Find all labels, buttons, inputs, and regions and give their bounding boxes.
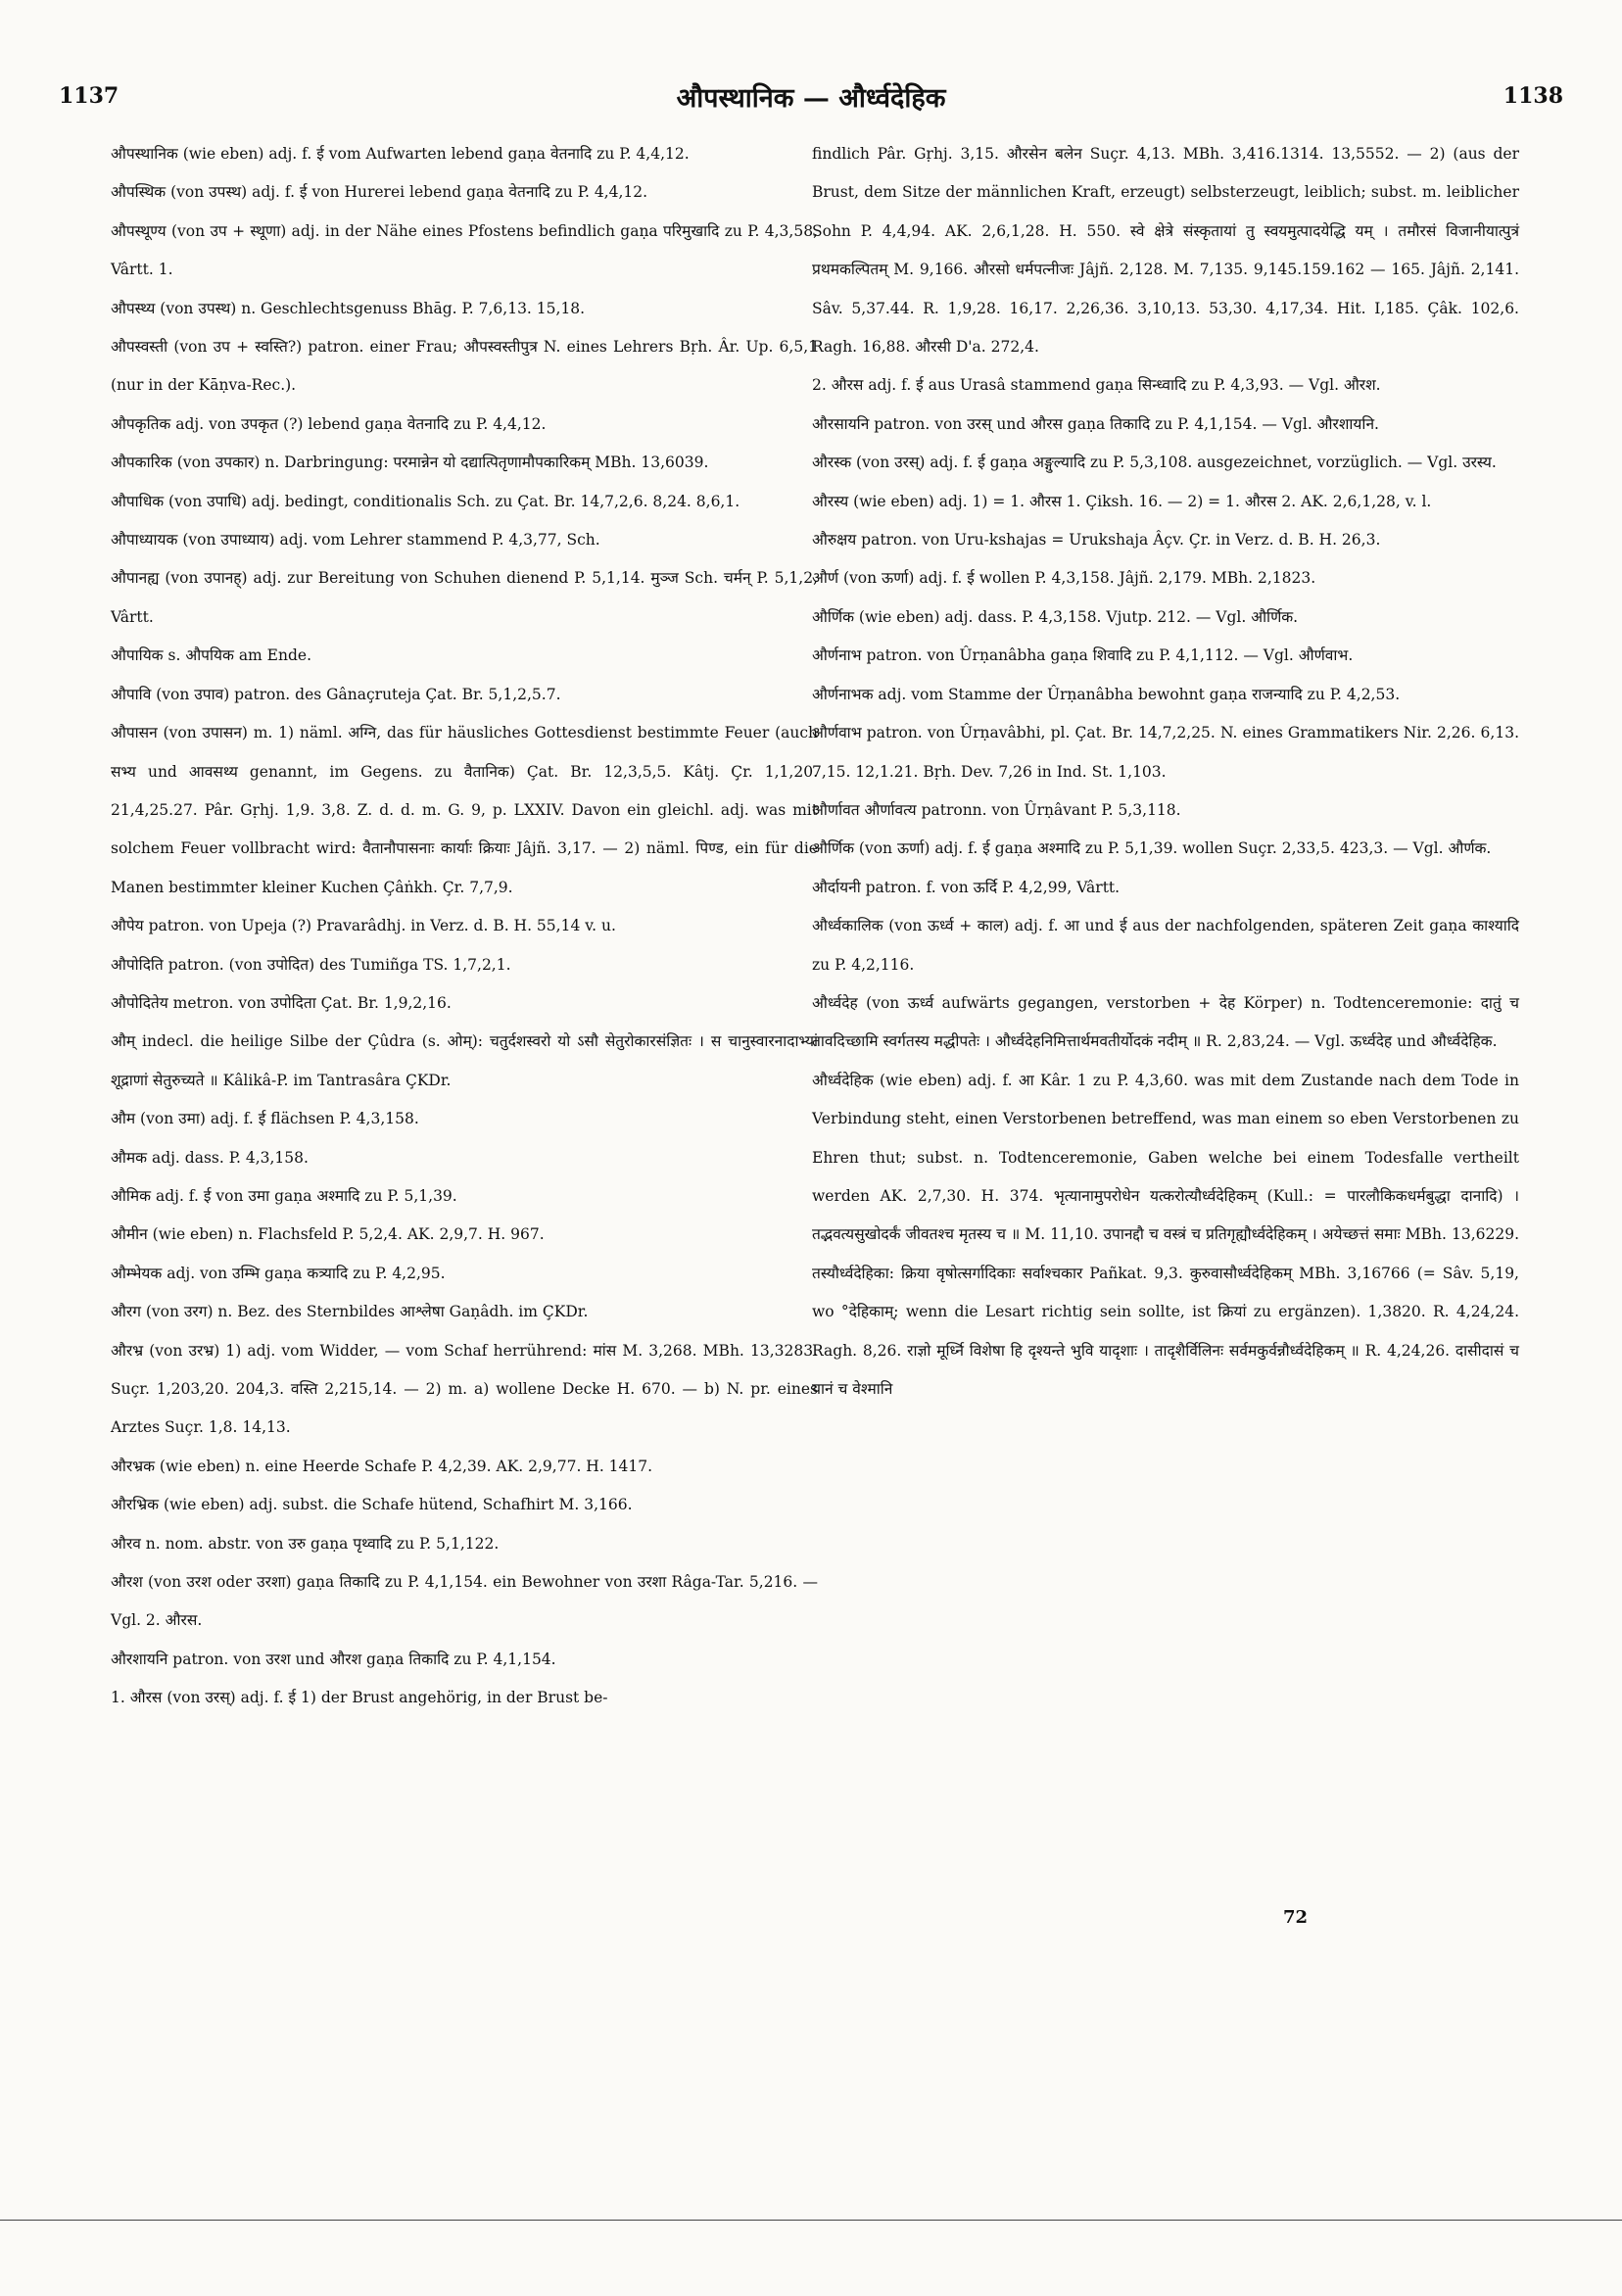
dictionary-entry: औमिक adj. f. ई von उमा gaṇa अश्मादि zu P. 5,1,39. [111, 1186, 457, 1205]
dictionary-entry: औमक adj. dass. P. 4,3,158. [111, 1148, 309, 1167]
dictionary-entry: औरश (von उरश oder उरशा) gaṇa तिकादि zu P. 4,1,154. ein Bewohner von उरशा Râga-Tar. 5,216. — Vgl. 2. औरस. [111, 1573, 818, 1630]
dictionary-entry: औरग (von उरग) n. Bez. des Sternbildes आश्लेषा Gaṇâdh. im ÇKDr. [111, 1303, 589, 1321]
running-head: औपस्थानिक — और्ध्वदेहिक [676, 83, 946, 114]
dictionary-entry: औम (von उमा) adj. f. ई flächsen P. 4,3,158. [111, 1110, 419, 1128]
dictionary-entry: औपस्थिक (von उपस्थ) adj. f. ई von Hurerei lebend gaṇa वेतनादि zu P. 4,4,12. [111, 183, 648, 202]
dictionary-entry: औपेय patron. von Upeja (?) Pravarâdhj. in Verz. d. B. H. 55,14 v. u. [111, 917, 616, 935]
dictionary-entry: और्णिक (wie eben) adj. dass. P. 4,3,158. Vjutp. 212. — Vgl. और्णिक. [812, 607, 1299, 626]
dictionary-entry: औपानह्य (von उपानह्) adj. zur Bereitung von Schuhen dienend P. 5,1,14. मुञ्ज Sch. चर्मन् P. 5,1,2, Vârtt. [111, 569, 818, 626]
dictionary-entry: औपाधिक (von उपाधि) adj. bedingt, conditionalis Sch. zu Çat. Br. 14,7,2,6. 8,24. 8,6,1. [111, 492, 740, 510]
dictionary-entry: और्णवाभ patron. von Ûrṇavâbhi, pl. Çat. Br. 14,7,2,25. N. eines Grammatikers Nir. 2,26. 6,13. 7,15. 12,1.21. Bṛh. Dev. 7,26 in Ind. St. 1,103. [812, 724, 1519, 781]
dictionary-entry: और्णावत और्णावत्य patronn. von Ûrṇâvant P. 5,3,118. [812, 800, 1181, 819]
dictionary-entry: औपस्थूण्य (von उप + स्थूणा) adj. in der Nähe eines Pfostens befindlich gaṇa परिमुखादि zu P. 4,3,58, Vârtt. 1. [111, 221, 818, 279]
dictionary-entry: और्ण (von ऊर्णा) adj. f. ई wollen P. 4,3,158. Jâjñ. 2,179. MBh. 2,1823. [812, 569, 1316, 588]
left-column [111, 135, 818, 1718]
dictionary-entry: और्ध्वदेह (von ऊर्ध्व aufwärts gegangen, verstorben + देह Körper) n. Todtenceremonie: दातुं च तावदिच्छामि स्वर्गतस्य मद्धीपतेः । और्ध्वदेहनिमित्तार्थमवतीर्योदकं नदीम् ॥ R. 2,83,24. — Vgl. ऊर्ध्वदेह und और्ध्वदेहिक. [812, 993, 1519, 1051]
dictionary-entry: औरभ्रक (wie eben) n. eine Heerde Schafe P. 4,2,39. AK. 2,9,77. H. 1417. [111, 1457, 653, 1475]
dictionary-entry: औरशायनि patron. von उरश und औरश gaṇa तिकादि zu P. 4,1,154. [111, 1650, 556, 1668]
dictionary-entry: औपस्थानिक (wie eben) adj. f. ई vom Aufwarten lebend gaṇa वेतनादि zu P. 4,4,12. [111, 145, 690, 163]
dictionary-entry: औमीन (wie eben) n. Flachsfeld P. 5,2,4. AK. 2,9,7. H. 967. [111, 1225, 545, 1244]
dictionary-entry: औरव n. nom. abstr. von उरु gaṇa पृथ्वादि zu P. 5,1,122. [111, 1534, 500, 1553]
bottom-rule [0, 2220, 1622, 2221]
dictionary-entry: औपावि (von उपाव) patron. des Gânaçruteja Çat. Br. 5,1,2,5.7. [111, 685, 561, 703]
dictionary-entry: और्दायनी patron. f. von ऊर्दि P. 4,2,99, Vârtt. [812, 878, 1121, 896]
dictionary-entry: औरस्य (wie eben) adj. 1) = 1. औरस 1. Çiksh. 16. — 2) = 1. औरस 2. AK. 2,6,1,28, v. l. [812, 492, 1432, 510]
dictionary-entry: findlich Pâr. Gṛhj. 3,15. औरसेन बलेन Suçr. 4,13. MBh. 3,416.1314. 13,5552. — 2) (aus der Brust, dem Sitze der männlichen Kraft, erzeugt) selbsterzeugt, leiblich; subst. m. leiblicher Sohn P. 4,4,94. AK. 2,6,1,28. H. 550. स्वे क्षेत्रे संस्कृतायां तु स्वयमुत्पादयेद्धि यम् । तमौरसं विजानीयात्पुत्रं प्रथमकल्पितम् M. 9,166. औरसो धर्मपत्नीजः Jâjñ. 2,128. M. 7,135. 9,145.159.162 — 165. Jâjñ. 2,141. Sâv. 5,37.44. R. 1,9,28. 16,17. 2,26,36. 3,10,13. 53,30. 4,17,34. Hit. I,185. Çâk. 102,6. Ragh. 16,88. औरसी D'a. 272,4. [812, 145, 1519, 357]
dictionary-entry: औरसायनि patron. von उरस् und औरस gaṇa तिकादि zu P. 4,1,154. — Vgl. औरशायनि. [812, 414, 1379, 433]
left-page-number: 1137 [59, 83, 119, 109]
dictionary-entry: और्ध्वदेहिक (wie eben) adj. f. आ Kâr. 1 zu P. 4,3,60. was mit dem Zustande nach dem Tode in Verbindung steht, einen Verstorbenen betreffend, was man einem so eben Verstorbenen zu Ehren thut; subst. n. Todtenceremonie, Gaben welche bei einem Todesfalle vertheilt werden AK. 2,7,30. H. 374. भृत्यानामुपरोधेन यत्करोत्यौर्ध्वदेहिकम् (Kull.: = पारलौकिकधर्मबुद्धा दानादि) । तद्भवत्यसुखोदर्कं जीवतश्च मृतस्य च ॥ M. 11,10. उपानद्दौ च वस्त्रं च प्रतिगृह्यौर्ध्वदेहिकम् । अयेच्छत्तं समाः MBh. 13,6229. तस्यौर्ध्वदेहिका: क्रिया वृषोत्सर्गादिकाः सर्वाश्चकार Pañkat. 9,3. कुरुवासौर्ध्वदेहिकम् MBh. 3,16766 (= Sâv. 5,19, wo °देहिकाम्; wenn die Lesart richtig sein sollte, ist क्रियां zu ergänzen). 1,3820. R. 4,24,24. Ragh. 8,26. राज्ञो मूर्ध्नि विशेषा हि दृश्यन्ते भुवि यादृशाः । तादृशैर्विलिनः सर्वमकुर्वन्नौर्ध्वदेहिकम् ॥ R. 4,24,26. दासीदासं च यानं च वेश्मानि [812, 1071, 1519, 1398]
right-column [812, 135, 1519, 1409]
dictionary-entry: और्णिक (von ऊर्णा) adj. f. ई gaṇa अश्मादि zu P. 5,1,39. wollen Suçr. 2,33,5. 423,3. — Vgl. और्णक. [812, 839, 1492, 858]
dictionary-entry: 2. औरस adj. f. ई aus Urasâ stammend gaṇa सिन्ध्वादि zu P. 4,3,93. — Vgl. औरश. [812, 376, 1381, 395]
dictionary-entry: औरस्क (von उरस्) adj. f. ई gaṇa अङ्गुल्यादि zu P. 5,3,108. ausgezeichnet, vorzüglich. — Vgl. उरस्य. [812, 454, 1497, 472]
dictionary-entry: औपाध्यायक (von उपाध्याय) adj. vom Lehrer stammend P. 4,3,77, Sch. [111, 531, 600, 550]
dictionary-entry: औम्भेयक adj. von उम्भि gaṇa कत्र्यादि zu P. 4,2,95. [111, 1264, 446, 1282]
right-page-number: 1138 [1503, 83, 1563, 109]
dictionary-entry: और्ध्वकालिक (von ऊर्ध्व + काल) adj. f. आ und ई aus der nachfolgenden, späteren Zeit gaṇa काश्यादि zu P. 4,2,116. [812, 917, 1519, 974]
dictionary-entry: औरभ्र (von उरभ्र) 1) adj. vom Widder, — vom Schaf herrührend: मांस M. 3,268. MBh. 13,3283. Suçr. 1,203,20. 204,3. वस्ति 2,215,14. — 2) m. a) wollene Decke H. 670. — b) N. pr. eines Arztes Suçr. 1,8. 14,13. [111, 1341, 818, 1437]
dictionary-entry: औपायिक s. औपयिक am Ende. [111, 646, 312, 665]
dictionary-entry: औपकृतिक adj. von उपकृत (?) lebend gaṇa वेतनादि zu P. 4,4,12. [111, 414, 547, 433]
dictionary-entry: औपोदिति patron. (von उपोदित) des Tumiñga TS. 1,7,2,1. [111, 955, 511, 974]
dictionary-entry: औपोदितेय metron. von उपोदिता Çat. Br. 1,9,2,16. [111, 993, 452, 1012]
dictionary-entry: औपस्थ्य (von उपस्थ) n. Geschlechtsgenuss Bhāg. P. 7,6,13. 15,18. [111, 299, 586, 317]
dictionary-entry: औपकारिक (von उपकार) n. Darbringung: परमान्नेन यो दद्यात्पितृणामौपकारिकम् MBh. 13,6039. [111, 454, 709, 472]
dictionary-entry: औपस्वस्ती (von उप + स्वस्ति?) patron. einer Frau; औपस्वस्तीपुत्र N. eines Lehrers Bṛh. Âr. Up. 6,5,1 (nur in der Kāṇva-Rec.). [111, 338, 818, 395]
dictionary-entry: औपासन (von उपासन) m. 1) näml. अग्नि, das für häusliches Gottesdienst bestimmte Feuer (auch सभ्य und आवसथ्य genannt, im Gegens. zu वैतानिक) Çat. Br. 12,3,5,5. Kâtj. Çr. 1,1,20. 21,4,25.27. Pâr. Gṛhj. 1,9. 3,8. Z. d. d. m. G. 9, p. LXXIV. Davon ein gleichl. adj. was mit solchem Feuer vollbracht wird: वैतानौपासनाः कार्याः क्रियाः Jâjñ. 3,17. — 2) näml. पिण्ड, ein für die Manen bestimmter kleiner Kuchen Çâṅkh. Çr. 7,7,9. [111, 724, 818, 896]
dictionary-entry: औरुक्षय patron. von Uru-kshajas = Urukshaja Âçv. Çr. in Verz. d. B. H. 26,3. [812, 531, 1381, 550]
dictionary-entry: औरभ्रिक (wie eben) adj. subst. die Schafe hütend, Schafhirt M. 3,166. [111, 1496, 633, 1514]
dictionary-entry: और्णनाभ patron. von Ûrṇanâbha gaṇa शिवादि zu P. 4,1,112. — Vgl. और्णवाभ. [812, 646, 1354, 665]
dictionary-entry: और्णनाभक adj. vom Stamme der Ûrṇanâbha bewohnt gaṇa राजन्यादि zu P. 4,2,53. [812, 685, 1401, 703]
sheet-signature: 72 [1283, 1907, 1309, 1928]
dictionary-entry: औम् indecl. die heilige Silbe der Çûdra (s. ओम्): चतुर्दशस्वरो यो ऽसौ सेतुरोकारसंज्ञितः । स चानुस्वारनादाभ्यां शूद्राणां सेतुरुच्यते ॥ Kâlikâ-P. im Tantrasâra ÇKDr. [111, 1032, 818, 1089]
dictionary-entry: 1. औरस (von उरस्) adj. f. ई 1) der Brust angehörig, in der Brust be- [111, 1689, 608, 1707]
